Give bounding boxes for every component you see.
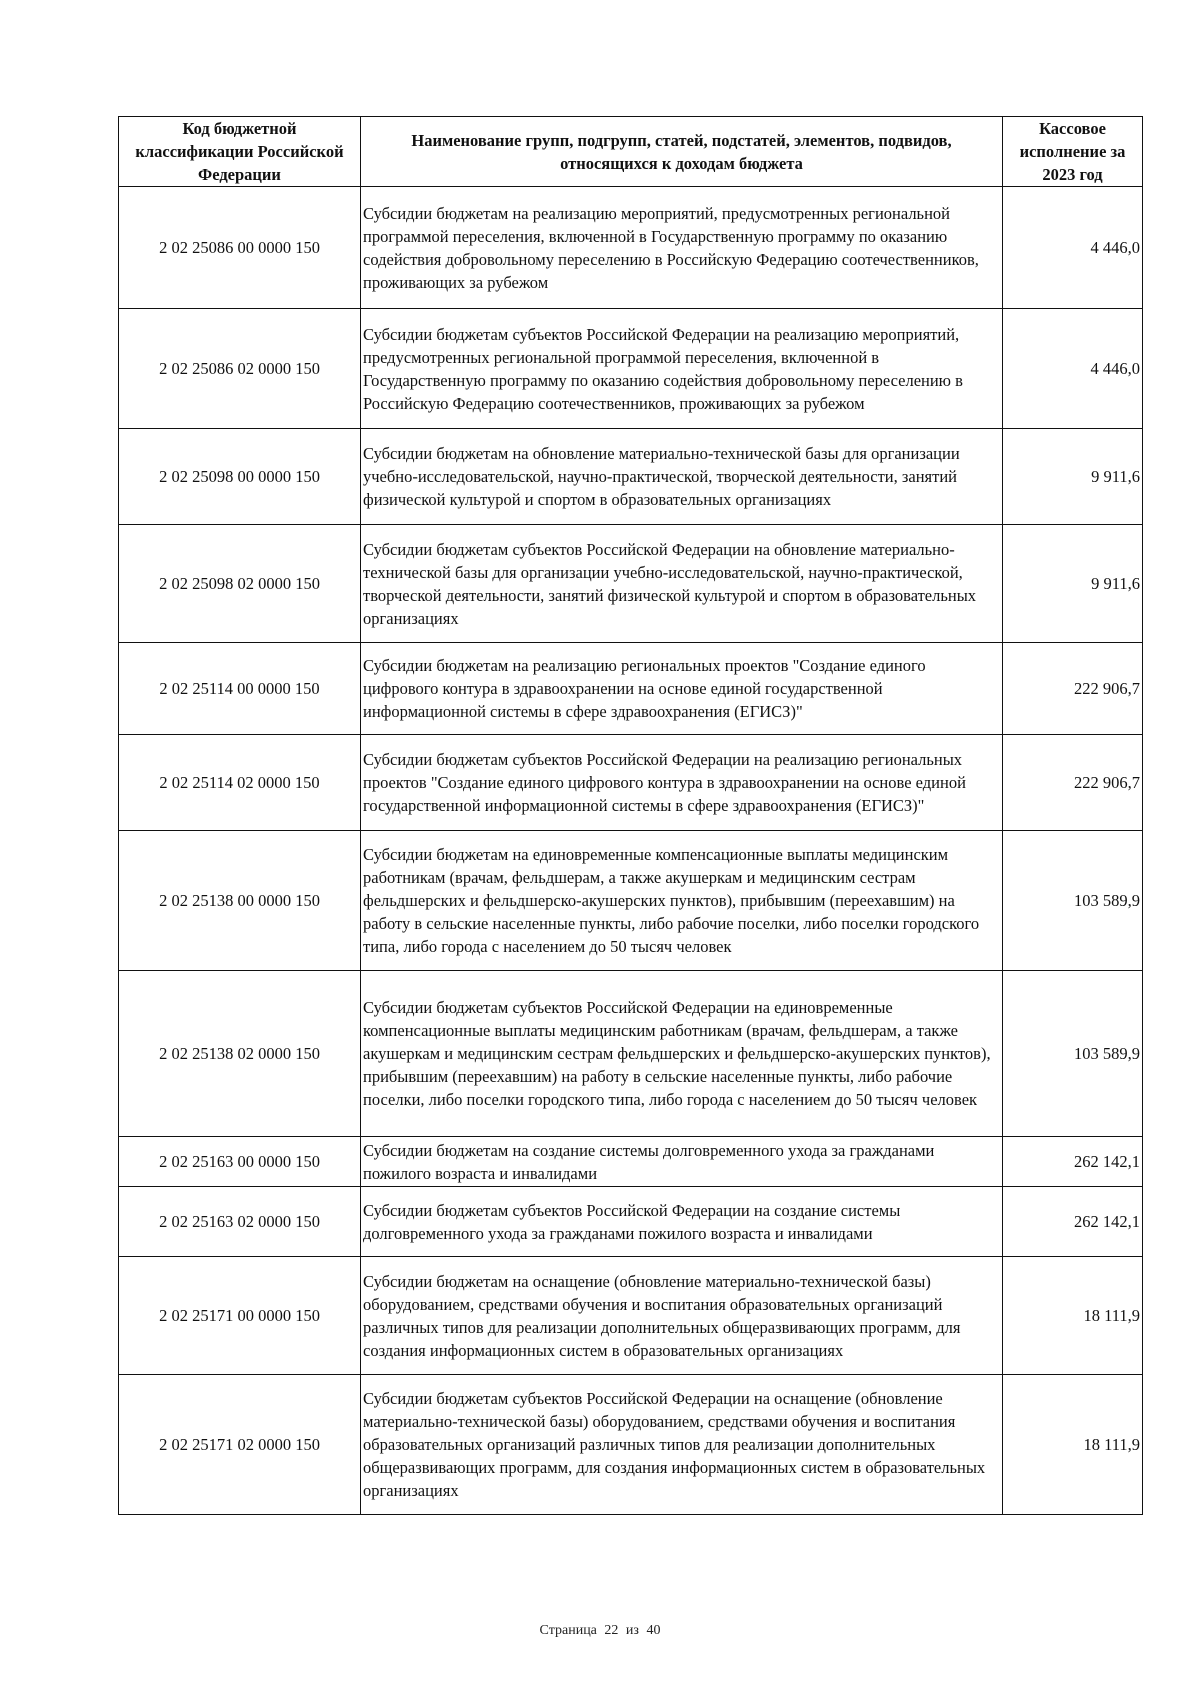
row-amount: 262 142,1 (1003, 1137, 1143, 1187)
row-amount: 103 589,9 (1003, 971, 1143, 1137)
row-code: 2 02 25086 00 0000 150 (119, 187, 361, 309)
header-name: Наименование групп, подгрупп, статей, подстатей, элементов, подвидов, относящихся к доходам бюджета (361, 117, 1003, 187)
row-code: 2 02 25114 00 0000 150 (119, 643, 361, 735)
table-row (119, 525, 1143, 643)
row-amount: 18 111,9 (1003, 1375, 1143, 1515)
row-name: Субсидии бюджетам субъектов Российской Федерации на реализацию региональных проектов "Создание единого цифрового контура в здравоохранении на основе единой государственной информационной системы в сфере здравоохранения (ЕГИСЗ)" (361, 735, 1003, 831)
row-code: 2 02 25138 02 0000 150 (119, 971, 361, 1137)
page-of-label: из (625, 1623, 639, 1638)
row-amount: 222 906,7 (1003, 643, 1143, 735)
row-name: Субсидии бюджетам на единовременные компенсационные выплаты медицинским работникам (врачам, фельдшерам, а также акушеркам и медицинским сестрам фельдшерских и фельдшерско-акушерских пунктов), прибывшим (переехавшим) на работу в сельские населенные пункты, либо рабочие поселки, либо поселки городского типа, либо города с населением до 50 тысяч человек (361, 831, 1003, 971)
row-name: Субсидии бюджетам на реализацию мероприятий, предусмотренных региональной программой переселения, включенной в Государственную программу по оказанию содействия добровольному переселению в Российскую Федерацию соотечественников, проживающих за рубежом (361, 187, 1003, 309)
row-amount: 103 589,9 (1003, 831, 1143, 971)
row-amount: 9 911,6 (1003, 429, 1143, 525)
row-name: Субсидии бюджетам на оснащение (обновление материально-технической базы) оборудованием, средствами обучения и воспитания образовательных организаций различных типов для реализации дополнительных общеразвивающих программ, для создания информационных систем в образовательных организациях (361, 1257, 1003, 1375)
row-code: 2 02 25171 00 0000 150 (119, 1257, 361, 1375)
table-header-row (119, 117, 1143, 187)
table-row (119, 971, 1143, 1137)
table-row (119, 187, 1143, 309)
table-row (119, 1375, 1143, 1515)
table-row (119, 1137, 1143, 1187)
table-row (119, 309, 1143, 429)
row-amount: 9 911,6 (1003, 525, 1143, 643)
row-code: 2 02 25114 02 0000 150 (119, 735, 361, 831)
row-amount: 222 906,7 (1003, 735, 1143, 831)
row-code: 2 02 25098 00 0000 150 (119, 429, 361, 525)
row-name: Субсидии бюджетам субъектов Российской Федерации на оснащение (обновление материально-технической базы) оборудованием, средствами обучения и воспитания образовательных организаций различных типов для реализации дополнительных общеразвивающих программ, для создания информационных систем в образовательных организациях (361, 1375, 1003, 1515)
row-name: Субсидии бюджетам субъектов Российской Федерации на единовременные компенсационные выплаты медицинским работникам (врачам, фельдшерам, а также акушеркам и медицинским сестрам фельдшерских и фельдшерско-акушерских пунктов), прибывшим (переехавшим) на работу в сельские населенные пункты, либо рабочие поселки, либо поселки городского типа, либо города с населением до 50 тысяч человек (361, 971, 1003, 1137)
row-code: 2 02 25098 02 0000 150 (119, 525, 361, 643)
page-total: 40 (646, 1623, 661, 1638)
table-row (119, 735, 1143, 831)
row-code: 2 02 25086 02 0000 150 (119, 309, 361, 429)
row-code: 2 02 25163 02 0000 150 (119, 1187, 361, 1257)
header-amount: Кассовое исполнение за 2023 год (1003, 117, 1143, 187)
row-code: 2 02 25163 00 0000 150 (119, 1137, 361, 1187)
row-code: 2 02 25171 02 0000 150 (119, 1375, 361, 1515)
row-name: Субсидии бюджетам на реализацию региональных проектов "Создание единого цифрового контура в здравоохранении на основе единой государственной информационной системы в сфере здравоохранения (ЕГИСЗ)" (361, 643, 1003, 735)
table-row (119, 1257, 1143, 1375)
page-number: 22 (604, 1623, 619, 1638)
row-name: Субсидии бюджетам на создание системы долговременного ухода за гражданами пожилого возраста и инвалидами (361, 1137, 1003, 1187)
row-amount: 4 446,0 (1003, 187, 1143, 309)
row-name: Субсидии бюджетам субъектов Российской Федерации на реализацию мероприятий, предусмотренных региональной программой переселения, включенной в Государственную программу по оказанию содействия добровольному переселению в Российскую Федерацию соотечественников, проживающих за рубежом (361, 309, 1003, 429)
page-label: Страница (539, 1623, 597, 1638)
table-row (119, 643, 1143, 735)
row-amount: 4 446,0 (1003, 309, 1143, 429)
row-amount: 18 111,9 (1003, 1257, 1143, 1375)
row-name: Субсидии бюджетам субъектов Российской Федерации на создание системы долговременного ухода за гражданами пожилого возраста и инвалидами (361, 1187, 1003, 1257)
revenue-table (118, 116, 1143, 1515)
row-code: 2 02 25138 00 0000 150 (119, 831, 361, 971)
table-row (119, 1187, 1143, 1257)
table-row (119, 429, 1143, 525)
page-footer (0, 1623, 1200, 1639)
table-row (119, 831, 1143, 971)
header-code: Код бюджетной классификации Российской Федерации (119, 117, 361, 187)
row-name: Субсидии бюджетам субъектов Российской Федерации на обновление материально-технической базы для организации учебно-исследовательской, научно-практической, творческой деятельности, занятий физической культурой и спортом в образовательных организациях (361, 525, 1003, 643)
row-name: Субсидии бюджетам на обновление материально-технической базы для организации учебно-исследовательской, научно-практической, творческой деятельности, занятий физической культурой и спортом в образовательных организациях (361, 429, 1003, 525)
row-amount: 262 142,1 (1003, 1187, 1143, 1257)
